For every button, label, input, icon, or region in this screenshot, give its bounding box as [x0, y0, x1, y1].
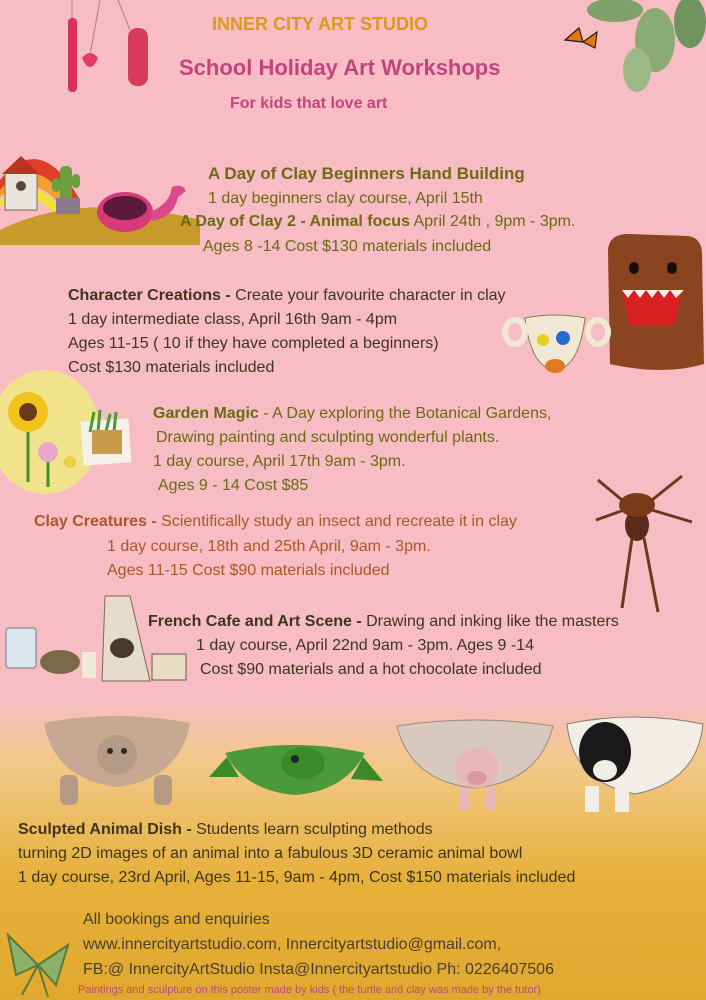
moth-image [0, 925, 75, 1000]
creatures-desc: Scientifically study an insect and recreate it in clay [161, 513, 517, 530]
dish-desc: Students learn sculpting methods [196, 821, 433, 838]
dish-heading [18, 820, 433, 840]
footer-line-1: All bookings and enquiries [83, 911, 270, 928]
creatures-line-2: Ages 11-15 Cost $90 materials included [107, 562, 390, 579]
garden-desc: - A Day exploring the Botanical Gardens, [258, 405, 552, 422]
clay-character-domo-image [600, 232, 706, 377]
sunflower-painting-image [0, 372, 150, 497]
leaves-butterfly-image [545, 0, 706, 92]
clay-line-2 [180, 212, 575, 232]
clay-line-1: 1 day beginners clay course, April 15th [208, 190, 483, 207]
garden-line-2: 1 day course, April 17th 9am - 3pm. [153, 453, 406, 470]
cafe-desc: Drawing and inking like the masters [366, 613, 619, 630]
turtle-bowl-image [42, 715, 192, 810]
footer-contact-links[interactable]: www.innercityartstudio.com, Innercityartstudio@gmail.com, [83, 936, 502, 953]
creatures-line-1: 1 day course, 18th and 25th April, 9am - 3pm. [107, 538, 431, 555]
character-title: Character Creations - [68, 287, 236, 304]
character-line-3: Cost $130 materials included [68, 359, 275, 376]
garden-line-1: Drawing painting and sculpting wonderful plants. [156, 429, 500, 446]
artwork-credit: Paintings and sculpture on this poster made by kids ( the turtle and clay was made by the tutor) [78, 984, 541, 996]
dish-line-1: turning 2D images of an animal into a fabulous 3D ceramic animal bowl [18, 845, 523, 862]
clay-insect-image [592, 470, 706, 615]
clay-title-2: A Day of Clay 2 - Animal focus [180, 213, 410, 230]
cafe-title: French Cafe and Art Scene - [148, 613, 367, 630]
clay-line-2-text: April 24th , 9pm - 3pm. [409, 213, 576, 230]
clay-cup-image [505, 308, 610, 380]
character-desc: Create your favourite character in clay [235, 287, 506, 304]
clay-title-1: A Day of Clay Beginners Hand Building [208, 164, 525, 183]
footer-social-phone[interactable]: FB:@ InnercityArtStudio Insta@Innercityartstudio Ph: 0226407506 [83, 961, 554, 978]
cafe-line-1: 1 day course, April 22nd 9am - 3pm. Ages 9 -14 [196, 637, 534, 654]
clay-line-3: Ages 8 -14 Cost $130 materials included [203, 238, 492, 255]
dog-bowl-image [565, 712, 706, 817]
garden-line-3: Ages 9 - 14 Cost $85 [158, 477, 309, 494]
frog-bowl-image [205, 735, 385, 810]
dish-line-2: 1 day course, 23rd April, Ages 11-15, 9am - 4pm, Cost $150 materials included [18, 869, 576, 886]
cafe-heading [148, 612, 619, 632]
garden-title: Garden Magic [153, 405, 259, 422]
cafe-still-life-image [0, 590, 190, 690]
org-name: INNER CITY ART STUDIO [212, 14, 429, 34]
creatures-heading [34, 512, 517, 532]
dish-title: Sculpted Animal Dish - [18, 821, 197, 838]
creatures-title: Clay Creatures - [34, 513, 162, 530]
garden-heading [153, 404, 551, 424]
character-line-1: 1 day intermediate class, April 16th 9am - 4pm [68, 311, 398, 328]
hanging-ornaments-image [60, 0, 160, 100]
character-heading [68, 286, 506, 306]
page-subtitle: For kids that love art [230, 95, 388, 112]
cafe-line-2: Cost $90 materials and a hot chocolate included [200, 661, 542, 678]
page-title: School Holiday Art Workshops [179, 55, 501, 80]
pig-bowl-image [395, 720, 555, 815]
character-line-2: Ages 11-15 ( 10 if they have completed a beginners) [68, 335, 439, 352]
